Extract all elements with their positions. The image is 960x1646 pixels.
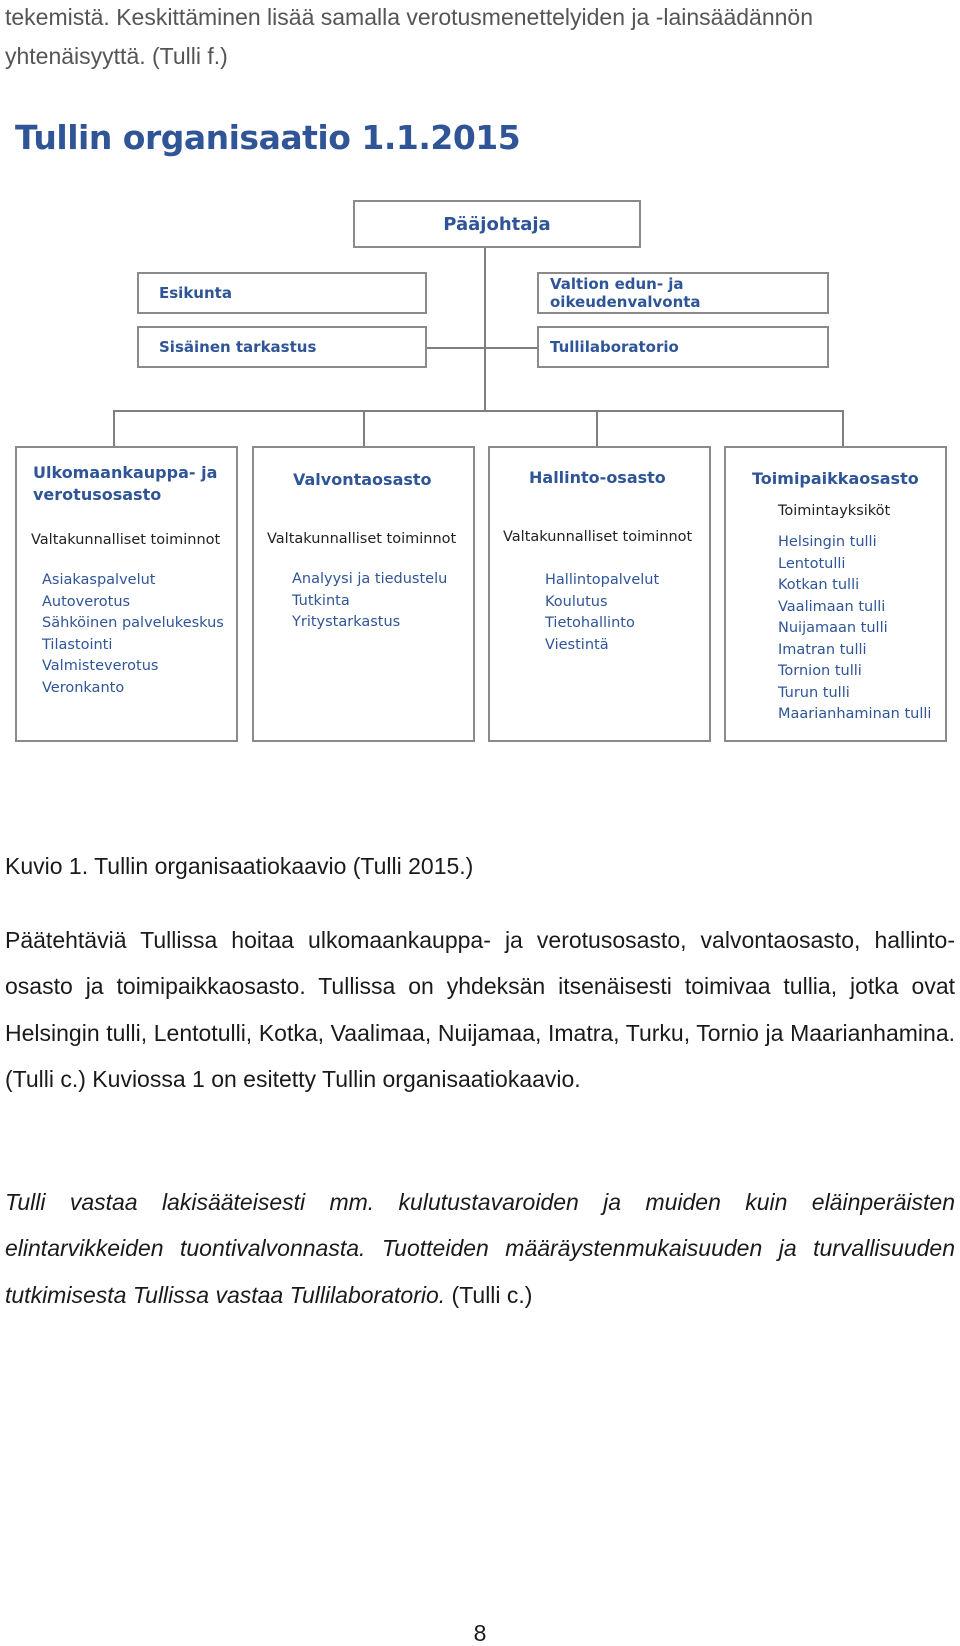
connector-branch [113, 410, 844, 412]
list-item: Turun tulli [778, 684, 850, 701]
department-list [545, 570, 659, 656]
intro-line-2: yhtenäisyyttä. (Tulli f.) [5, 43, 228, 69]
list-item: Tornion tulli [778, 663, 862, 679]
list-item: Tietohallinto [545, 615, 635, 631]
list-item: Autoverotus [42, 593, 131, 610]
list-item: Helsingin tulli [778, 534, 877, 550]
paragraph-italic-text: Tulli vastaa lakisääteisesti mm. kulutustavaroiden ja muiden kuin eläinperäisten elintarvikkeiden tuontivalvonnasta. Tuotteiden määräystenmukaisuuden ja turvallisuuden tutkimisesta Tullissa vastaa Tullilaboratorio. [5, 1189, 955, 1308]
connector-dept-2 [363, 410, 365, 446]
department-title: Ulkomaankauppa- ja verotusosasto [33, 463, 218, 504]
connector-trunk [484, 248, 486, 410]
department-box-ulkomaankauppa [15, 446, 238, 742]
list-item: Valmisteverotus [42, 658, 159, 674]
department-subtitle: Valtakunnalliset toiminnot [267, 531, 457, 547]
list-item: Imatran tulli [778, 641, 867, 658]
department-list [42, 570, 224, 699]
list-item: Veronkanto [42, 679, 125, 696]
department-subtitle: Valtakunnalliset toiminnot [31, 532, 221, 548]
list-item: Viestintä [545, 636, 609, 653]
department-title: Hallinto-osasto [529, 468, 666, 487]
list-item: Kotkan tulli [778, 577, 860, 593]
figure-caption: Kuvio 1. Tullin organisaatiokaavio (Tulli 2015.) [5, 853, 474, 879]
list-item: Yritystarkastus [292, 614, 401, 630]
staff-box-tullilaboratorio [537, 326, 829, 368]
connector-dept-4 [842, 410, 844, 446]
connector-dept-1 [113, 410, 115, 446]
staff-box-sisainen-tarkastus [137, 326, 427, 368]
intro-line-1: tekemistä. Keskittäminen lisää samalla verotusmenettelyiden ja -lainsäädännön [5, 4, 813, 30]
list-item: Analyysi ja tiedustelu [292, 571, 448, 587]
staff-box-esikunta [137, 272, 427, 314]
list-item: Tilastointi [42, 636, 113, 653]
department-list [778, 532, 931, 726]
list-item: Hallintopalvelut [545, 572, 660, 588]
head-box [353, 200, 641, 248]
head-label: Pääjohtaja [443, 213, 551, 235]
list-item: Lentotulli [778, 555, 846, 572]
department-box-toimipaikkaosasto [724, 446, 947, 742]
list-item: Koulutus [545, 593, 608, 610]
page-number: 8 [473, 1620, 487, 1646]
list-item: Asiakaspalvelut [42, 572, 156, 588]
department-subtitle: Toimintayksiköt [778, 503, 891, 519]
connector-staff-left [427, 347, 484, 349]
org-chart-title: Tullin organisaatio 1.1.2015 [15, 118, 521, 157]
staff-label: Valtion edun- ja oikeudenvalvonta [550, 275, 701, 311]
staff-label: Sisäinen tarkastus [159, 338, 317, 356]
paragraph-laboratory [5, 1179, 955, 1318]
paragraph-citation: (Tulli c.) [445, 1281, 533, 1308]
list-item: Vaalimaan tulli [778, 598, 886, 615]
paragraph-main-tasks: Päätehtäviä Tullissa hoitaa ulkomaankauppa- ja verotusosasto, valvontaosasto, hallinto-osasto ja toimipaikkaosasto. Tullissa on yhdeksän itsenäisesti toimivaa tullia, jotka ovat Helsingin tulli, Lentotulli, Kotka, Vaalimaa, Nuijamaa, Imatra, Turku, Tornio ja Maarianhamina. (Tulli c.) Kuviossa 1 on esitetty Tullin organisaatiokaavio. [5, 927, 955, 1093]
staff-box-valtion-edunvalvonta [537, 272, 829, 314]
connector-dept-3 [596, 410, 598, 446]
department-box-hallinto-osasto [488, 446, 711, 742]
department-title: Valvontaosasto [293, 470, 432, 489]
department-list [292, 569, 447, 634]
department-box-valvontaosasto [252, 446, 475, 742]
list-item: Nuijamaan tulli [778, 620, 888, 636]
list-item: Sähköinen palvelukeskus [42, 615, 224, 631]
staff-label: Esikunta [159, 284, 232, 302]
list-item: Maarianhaminan tulli [778, 706, 932, 722]
staff-label: Tullilaboratorio [550, 338, 679, 356]
list-item: Tutkinta [292, 592, 350, 609]
department-subtitle: Valtakunnalliset toiminnot [503, 529, 693, 545]
department-title: Toimipaikkaosasto [752, 469, 919, 488]
connector-staff-right [486, 347, 537, 349]
